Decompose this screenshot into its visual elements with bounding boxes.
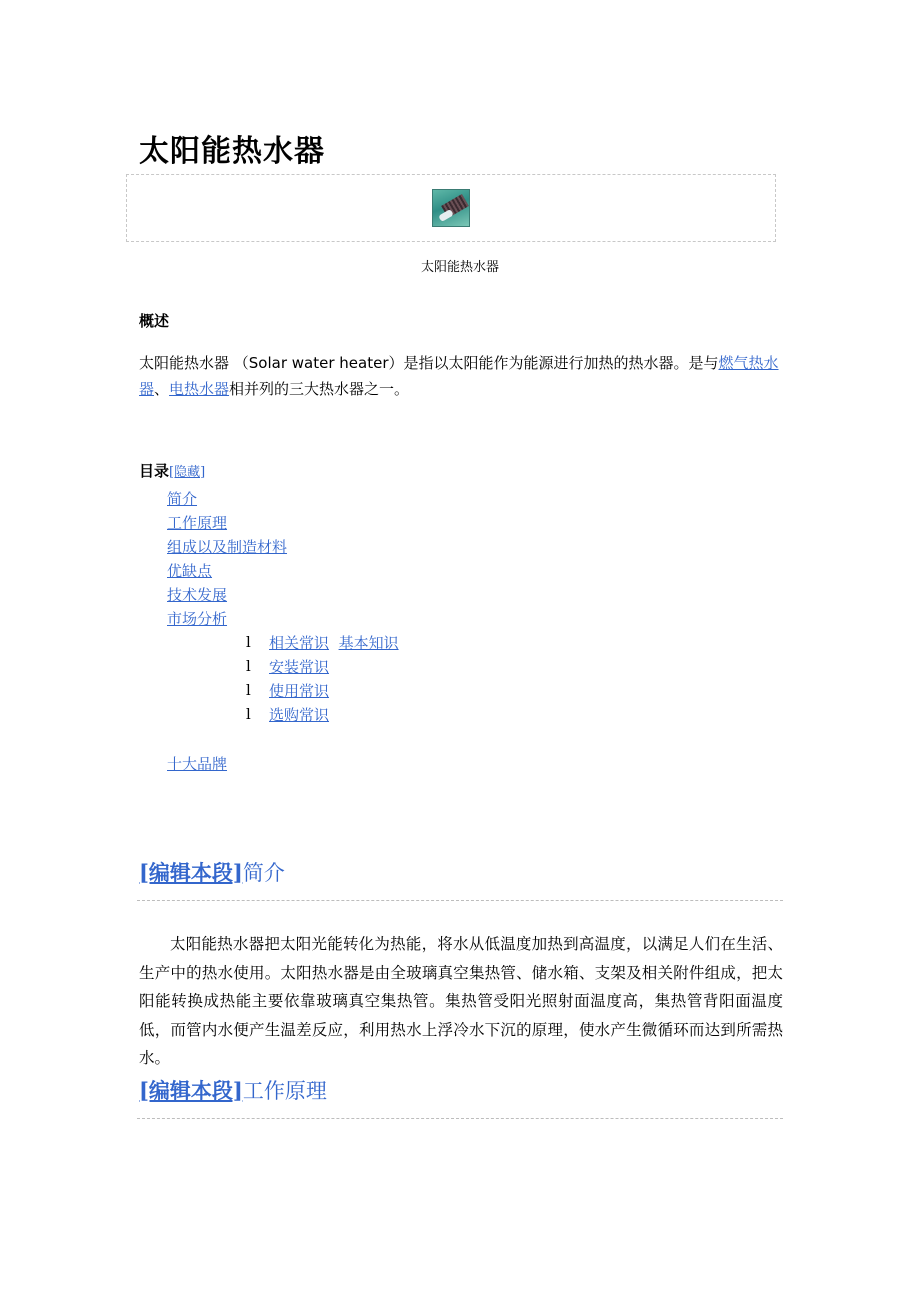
overview-latin-name: Solar water heater (248, 354, 389, 372)
intro-paragraph: 太阳能热水器把太阳光能转化为热能，将水从低温度加热到高温度，以满足人们在生活、生产中的热水使用。太阳热水器是由全玻璃真空集热管、储水箱、支架及相关附件组成，把太阳能转换成热能主要依靠玻璃真空集热管。集热管受阳光照射面温度高，集热管背阳面温度低，而管内水便产生温差反应，利用热水上浮冷水下沉的原理，使水产生微循环而达到所需热水。 (139, 935, 783, 1067)
section-title: 工作原理 (242, 1079, 327, 1103)
link-gas-water-heater[interactable]: 燃气热水器 (139, 354, 779, 398)
overview-text-middle: ）是指以太阳能作为能源进行加热的热水器。是与 (388, 354, 719, 372)
toc-item-tech[interactable]: 技术发展 (167, 586, 228, 604)
toc-sub-bullet: l (246, 705, 251, 723)
toc-sub-item-usage[interactable]: 使用常识 (269, 682, 330, 700)
figure-caption: 太阳能热水器 (420, 260, 499, 275)
toc-item-materials[interactable]: 组成以及制造材料 (167, 538, 288, 556)
overview-separator: 、 (154, 380, 170, 398)
toc-sub-bullet: l (246, 633, 251, 651)
toc-item-brands[interactable]: 十大品牌 (167, 755, 228, 773)
toc-sub-bullet: l (246, 681, 251, 699)
toc-item-intro[interactable]: 简介 (167, 490, 198, 508)
section-title: 简介 (242, 861, 285, 885)
figure-frame (126, 174, 776, 242)
page-title: 太阳能热水器 (139, 134, 325, 169)
overview-label: 概述 (139, 312, 170, 330)
toc-item-pros-cons[interactable]: 优缺点 (167, 562, 213, 580)
overview-text-end: 相并列的三大热水器之一。 (229, 380, 410, 398)
edit-section-link[interactable]: [编辑本段] (139, 1078, 243, 1103)
toc-hide-link[interactable]: [隐藏] (169, 465, 206, 480)
toc-item-market[interactable]: 市场分析 (167, 610, 228, 628)
toc-sub-item-related[interactable]: 相关常识 (269, 634, 330, 652)
water-tank-shape (438, 209, 454, 222)
section-divider (137, 1118, 783, 1119)
toc-sub-item-basics[interactable]: 基本知识 (338, 634, 399, 652)
overview-text-start: 太阳能热水器 （ (139, 354, 249, 372)
solar-water-heater-image[interactable] (432, 189, 470, 227)
toc-sub-item-buying[interactable]: 选购常识 (269, 706, 330, 724)
toc-sub-bullet: l (246, 657, 251, 675)
toc-heading (139, 460, 205, 481)
toc-item-principle[interactable]: 工作原理 (167, 514, 228, 532)
link-electric-water-heater[interactable]: 电热水器 (169, 380, 230, 398)
section-divider (137, 900, 783, 901)
section-heading-intro (139, 857, 285, 887)
toc-label: 目录 (139, 462, 170, 480)
toc-sub-item-row (269, 632, 399, 653)
section-heading-principle (139, 1075, 327, 1105)
overview-paragraph (139, 350, 787, 402)
edit-section-link[interactable]: [编辑本段] (139, 860, 243, 885)
toc-sub-item-install[interactable]: 安装常识 (269, 658, 330, 676)
